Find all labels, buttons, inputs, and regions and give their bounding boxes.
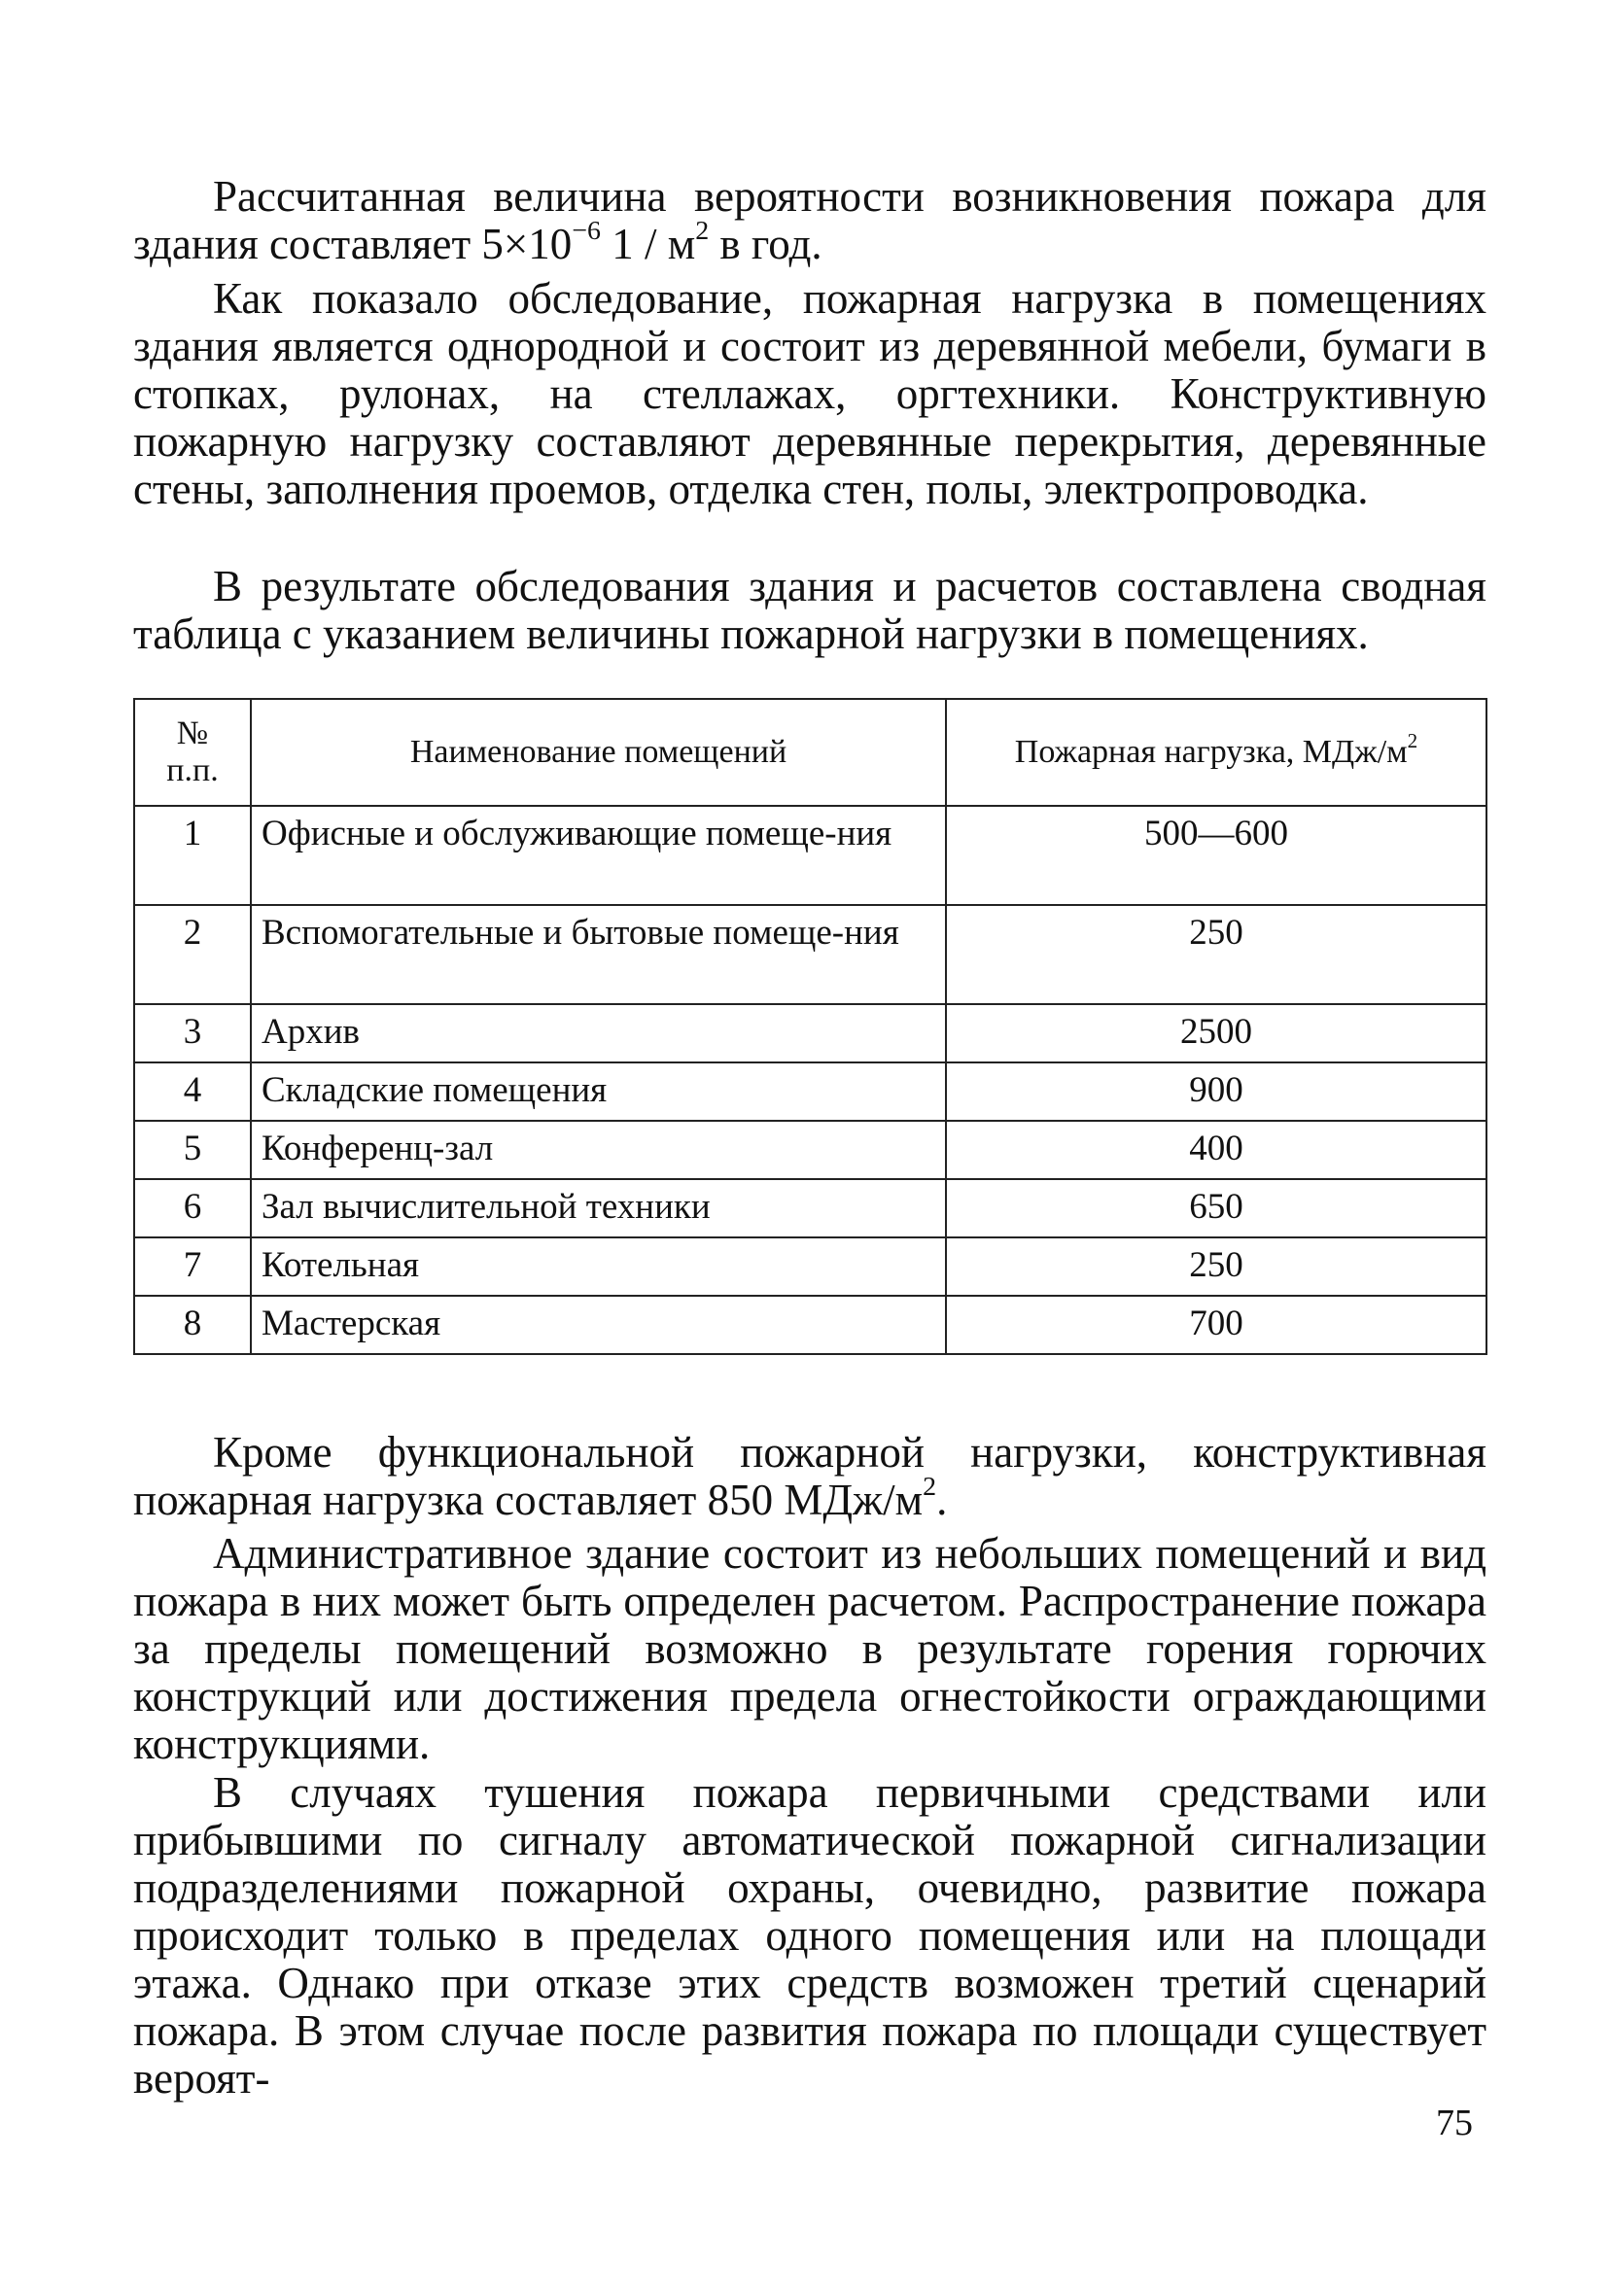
exponent: −6 — [572, 215, 601, 246]
row-room-name: Офисные и обслуживающие помеще-ния — [251, 806, 946, 905]
row-fire-load: 400 — [946, 1121, 1486, 1179]
table-header-row — [134, 699, 1486, 806]
row-room-name: Складские помещения — [251, 1062, 946, 1121]
table-row — [134, 1062, 1486, 1121]
row-room-name: Котельная — [251, 1237, 946, 1296]
header-room-name: Наименование помещений — [251, 699, 946, 806]
row-number: 4 — [134, 1062, 251, 1121]
row-room-name: Архив — [251, 1004, 946, 1062]
paragraph-structural-load-text: Кроме функциональной пожарной нагрузки, конструктивная пожарная нагрузка составляет 850 МДж/м — [133, 1428, 1486, 1524]
row-room-name: Зал вычислительной техники — [251, 1179, 946, 1237]
paragraph-fire-spread: Административное здание состоит из небольших помещений и вид пожара в них может быть определен расчетом. Распространение пожара за пределы помещений возможно в результате горения горючих конструкций или достижения предела огнестойкости ограждающими конструкциями. — [133, 1529, 1486, 1768]
unit-square: 2 — [923, 1471, 937, 1502]
unit-square: 2 — [695, 215, 710, 246]
table-row — [134, 806, 1486, 905]
paragraph-probability-text: Рассчитанная величина вероятности возникновения пожара для здания составляет 5×10 — [133, 172, 1486, 268]
paragraph-table-intro: В результате обследования здания и расчетов составлена сводная таблица с указанием величины пожарной нагрузки в помещениях. — [133, 562, 1486, 658]
row-fire-load: 2500 — [946, 1004, 1486, 1062]
table-row — [134, 905, 1486, 1004]
table-row — [134, 1121, 1486, 1179]
fire-load-table — [133, 698, 1487, 1355]
row-fire-load: 900 — [946, 1062, 1486, 1121]
row-fire-load: 650 — [946, 1179, 1486, 1237]
row-number: 1 — [134, 806, 251, 905]
table-row — [134, 1296, 1486, 1354]
row-room-name: Вспомогательные и бытовые помеще-ния — [251, 905, 946, 1004]
header-number: № п.п. — [134, 699, 251, 806]
paragraph-probability — [133, 173, 1486, 268]
paragraph-scenarios: В случаях тушения пожара первичными средствами или прибывшими по сигналу автоматической пожарной сигнализации подразделениями пожарной охраны, очевидно, развитие пожара происходит только в пределах одного помещения или на площади этажа. Однако при отказе этих средств возможен третий сценарий пожара. В этом случае после развития пожара по площади существует вероят- — [133, 1768, 1486, 2103]
row-number: 3 — [134, 1004, 251, 1062]
header-fire-load: Пожарная нагрузка, МДж/$м^2$ — [946, 699, 1486, 806]
row-fire-load: 700 — [946, 1296, 1486, 1354]
row-fire-load: 250 — [946, 1237, 1486, 1296]
row-number: 6 — [134, 1179, 251, 1237]
paragraph-survey: Как показало обследование, пожарная нагрузка в помещениях здания является однородной и состоит из деревянной мебели, бумаги в стопках, рулонах, на стеллажах, оргтехники. Конструктивную пожарную нагрузку составляют деревянные перекрытия, деревянные стены, заполнения проемов, отделка стен, полы, электропроводка. — [133, 274, 1486, 513]
row-number: 7 — [134, 1237, 251, 1296]
paragraph-structural-load-end: . — [936, 1476, 948, 1524]
row-room-name: Мастерская — [251, 1296, 946, 1354]
row-number: 8 — [134, 1296, 251, 1354]
row-fire-load: 250 — [946, 905, 1486, 1004]
row-number: 2 — [134, 905, 251, 1004]
paragraph-structural-load — [133, 1429, 1486, 1524]
unit-text: 1 / м — [600, 220, 696, 268]
table-row — [134, 1237, 1486, 1296]
paragraph-probability-end: в год. — [709, 220, 822, 268]
table-row — [134, 1179, 1486, 1237]
row-room-name: Конференц-зал — [251, 1121, 946, 1179]
page-number: 75 — [1436, 2103, 1473, 2143]
table-row — [134, 1004, 1486, 1062]
row-number: 5 — [134, 1121, 251, 1179]
row-fire-load: 500—600 — [946, 806, 1486, 905]
